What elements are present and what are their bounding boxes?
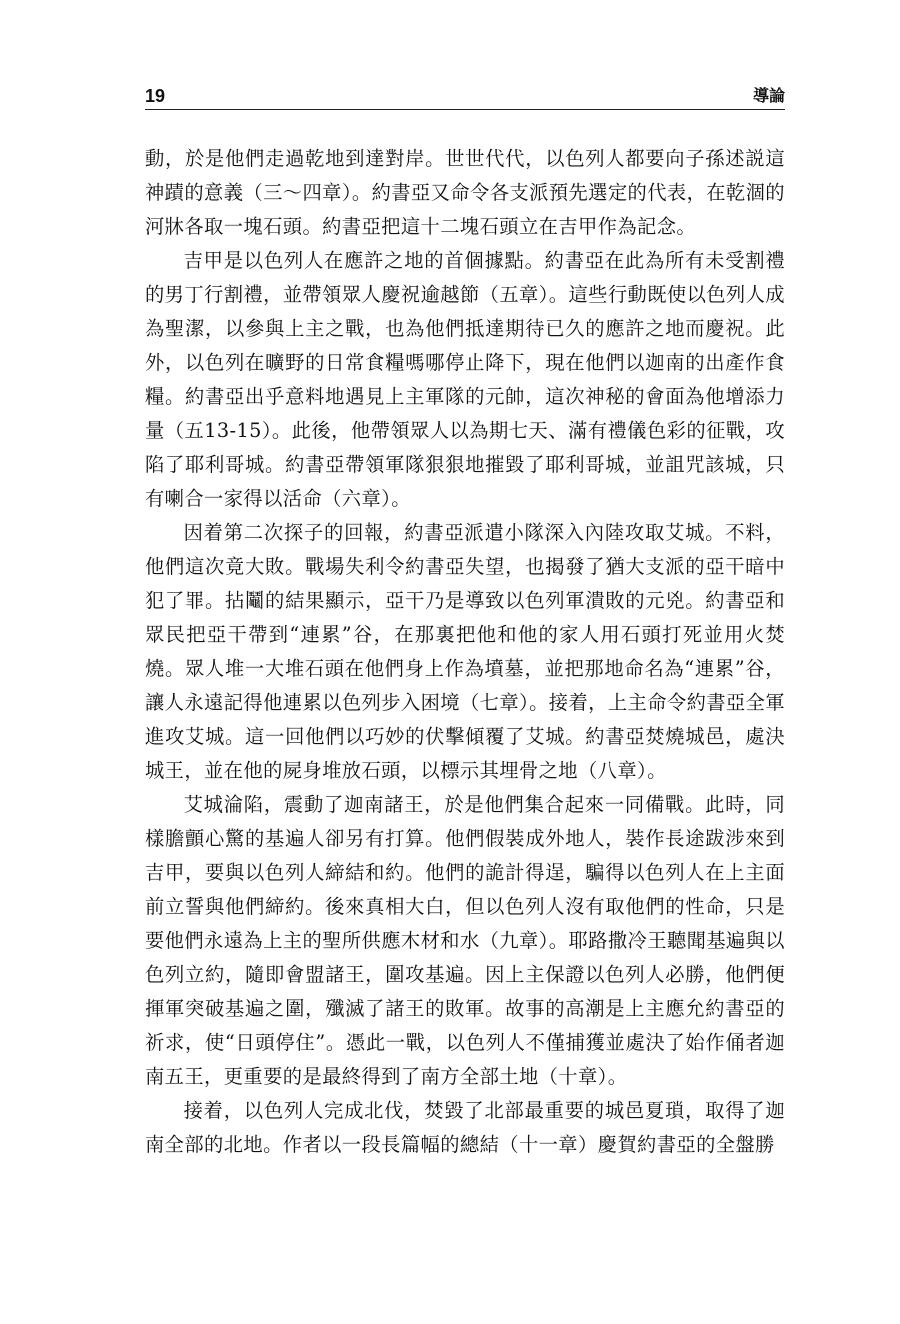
paragraph-3: 因着第二次探子的回報，約書亞派遣小隊深入內陸攻取艾城。不料，他們這次竟大敗。戰場失利令約書亞失望，也揭發了猶大支派的亞干暗中犯了罪。拈鬮的結果顯示，亞干乃是導致以色列軍潰敗的元兇。約書亞和眾民把亞干帶到“連累”谷，在那裏把他和他的家人用石頭打死並用火焚燒。眾人堆一大堆石頭在他們身上作為墳墓，並把那地命名為“連累”谷，讓人永遠記得他連累以色列步入困境（七章）。接着，上主命令約書亞全軍進攻艾城。這一回他們以巧妙的伏擊傾覆了艾城。約書亞焚燒城邑，處決城王，並在他的屍身堆放石頭，以標示其埋骨之地（八章）。 xyxy=(145,521,785,782)
paragraph-4: 艾城淪陷，震動了迦南諸王，於是他們集合起來一同備戰。此時，同樣膽顫心驚的基遍人卻另有打算。他們假裝成外地人，裝作長途跋涉來到吉甲，要與以色列人締結和約。他們的詭計得逞，騙得以色列人在上主面前立誓與他們締約。後來真相大白，但以色列人沒有取他們的性命，只是要他們永遠為上主的聖所供應木材和水（九章）。耶路撒冷王聽聞基遍與以色列立約，隨即會盟諸王，圍攻基遍。因上主保證以色列人必勝，他們便揮軍突破基遍之圍，殲滅了諸王的敗軍。故事的高潮是上主應允約書亞的祈求，使“日頭停住”。憑此一戰，以色列人不僅捕獲並處決了始作俑者迦南五王，更重要的是最終得到了南方全部土地（十章）。 xyxy=(145,793,785,1088)
header-rule xyxy=(145,109,785,110)
paragraph-5: 接着，以色列人完成北伐，焚毀了北部最重要的城邑夏瑣，取得了迦南全部的北地。作者以一段長篇幅的總結（十一章）慶賀約書亞的全盤勝 xyxy=(145,1099,785,1156)
paragraph-1: 動，於是他們走過乾地到達對岸。世世代代，以色列人都要向子孫述説這神蹟的意義（三～四章）。約書亞又命令各支派預先選定的代表，在乾涸的河牀各取一塊石頭。約書亞把這十二塊石頭立在吉甲作為記念。 xyxy=(145,147,785,238)
page-header xyxy=(145,80,785,112)
running-title: 導論 xyxy=(752,86,785,105)
page-number: 19 xyxy=(145,86,166,106)
body-text xyxy=(145,142,785,1162)
paragraph-2: 吉甲是以色列人在應許之地的首個據點。約書亞在此為所有未受割禮的男丁行割禮，並帶領眾人慶祝逾越節（五章）。這些行動既使以色列人成為聖潔，以參與上主之戰，也為他們抵達期待已久的應許之地而慶祝。此外，以色列在曠野的日常食糧嗎哪停止降下，現在他們以迦南的出產作食糧。約書亞出乎意料地遇見上主軍隊的元帥，這次神秘的會面為他增添力量（五13-15）。此後，他帶領眾人以為期七天、滿有禮儀色彩的征戰，攻陷了耶利哥城。約書亞帶領軍隊狠狠地摧毀了耶利哥城，並詛咒該城，只有喇合一家得以活命（六章）。 xyxy=(145,249,785,510)
